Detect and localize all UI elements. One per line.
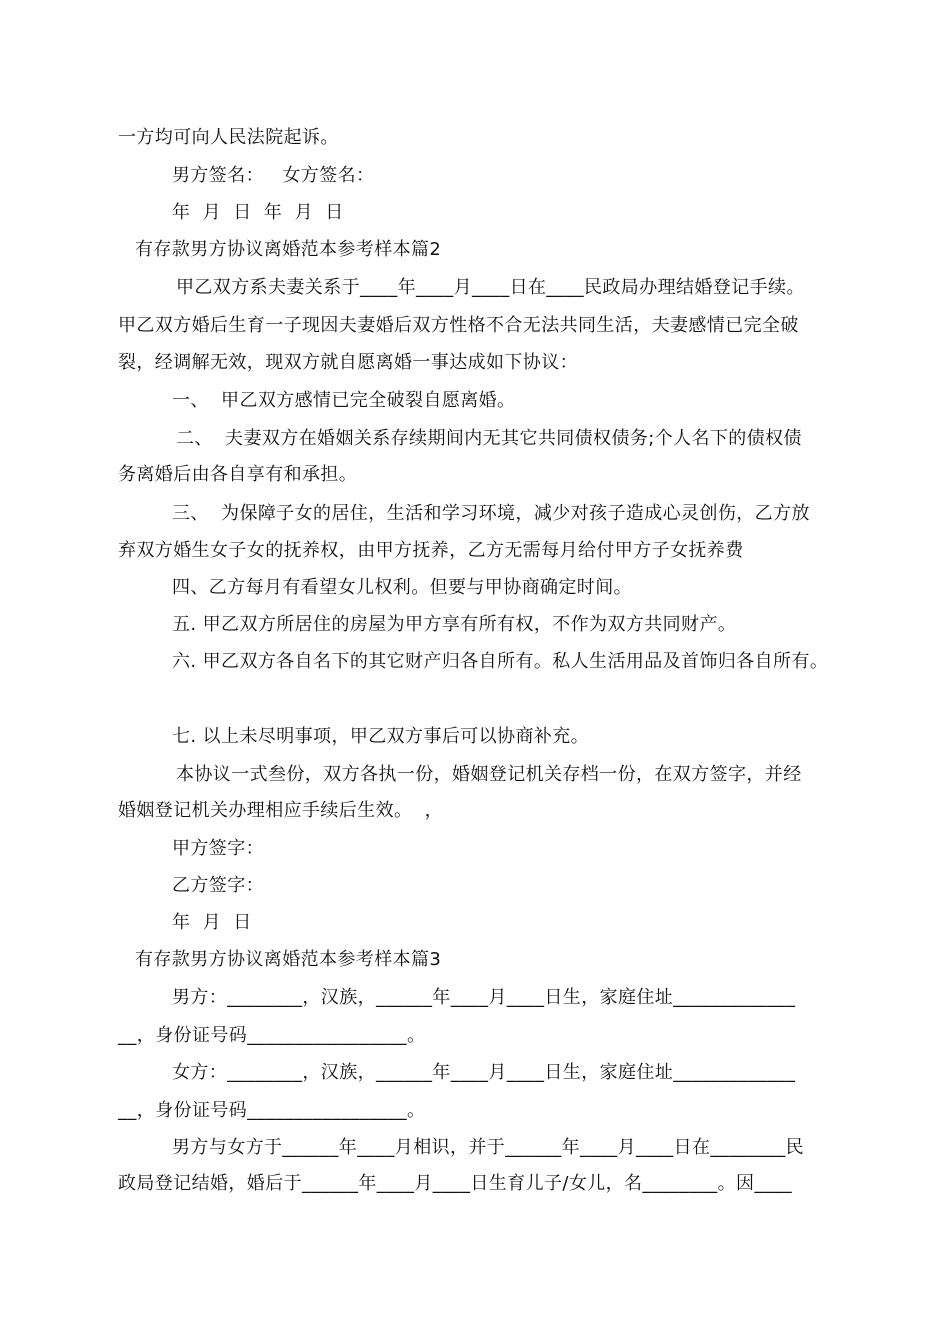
form-line: 男方：________，汉族，______年____月____日生，家庭住址_____________: [172, 987, 796, 1008]
clause-line: 六. 甲乙双方各自名下的其它财产归各自所有。私人生活用品及首饰归各自所有。: [172, 651, 829, 672]
text-line: 婚姻登记机关办理相应手续后生效。 ，: [118, 800, 444, 821]
form-line: 女方：________，汉族，______年____月____日生，家庭住址_____________: [172, 1062, 796, 1083]
text-line: 务离婚后由各自享有和承担。: [118, 464, 358, 485]
section-heading: 有存款男方协议离婚范本参考样本篇3: [135, 949, 442, 970]
text-line: 一方均可向人民法院起诉。: [118, 127, 339, 148]
text-line: 弃双方婚生女子女的抚养权，由甲方抚养，乙方无需每月给付甲方子女抚养费: [118, 540, 744, 561]
text-line: 甲乙双方系夫妻关系于____年____月____日在____民政局办理结婚登记手续。: [176, 277, 805, 298]
clause-line: 五. 甲乙双方所居住的房屋为甲方享有所有权，不作为双方共同财产。: [172, 614, 737, 635]
form-line: __，身份证号码_________________。: [118, 1025, 426, 1046]
clause-line: 七. 以上未尽明事项，甲乙双方事后可以协商补充。: [172, 726, 590, 747]
clause-line: 二、 夫妻双方在婚姻关系存续期间内无其它共同债权债务;个人名下的债权债: [176, 428, 802, 449]
form-line: 男方与女方于______年____月相识，并于______年____月____日在________民: [172, 1137, 804, 1158]
text-line: 甲乙双方婚后生育一子现因夫妻婚后双方性格不合无法共同生活，夫妻感情已完全破: [118, 315, 799, 336]
date-line: 年 月 日: [172, 912, 252, 933]
clause-line: 四、乙方每月有看望女儿权利。但要与甲协商确定时间。: [172, 577, 632, 598]
section-heading: 有存款男方协议离婚范本参考样本篇2: [135, 239, 442, 260]
signature-line: 乙方签字：: [172, 875, 264, 896]
text-line: 本协议一式叁份，双方各执一份，婚姻登记机关存档一份，在双方签字，并经: [176, 764, 802, 785]
signature-line: 甲方签字：: [172, 838, 264, 859]
form-line: __，身份证号码_________________。: [118, 1100, 426, 1121]
form-line: 政局登记结婚，婚后于______年____月____日生育儿子/女儿，名________。因____: [118, 1173, 793, 1194]
date-line: 年 月 日 年 月 日: [172, 202, 344, 223]
clause-line: 一、 甲乙双方感情已完全破裂自愿离婚。: [172, 390, 516, 411]
text-line: 裂，经调解无效，现双方就自愿离婚一事达成如下协议：: [118, 352, 578, 373]
signature-line: 男方签名： 女方签名：: [172, 165, 375, 186]
clause-line: 三、 为保障子女的居住，生活和学习环境，减少对孩子造成心灵创伤，乙方放: [172, 503, 810, 524]
